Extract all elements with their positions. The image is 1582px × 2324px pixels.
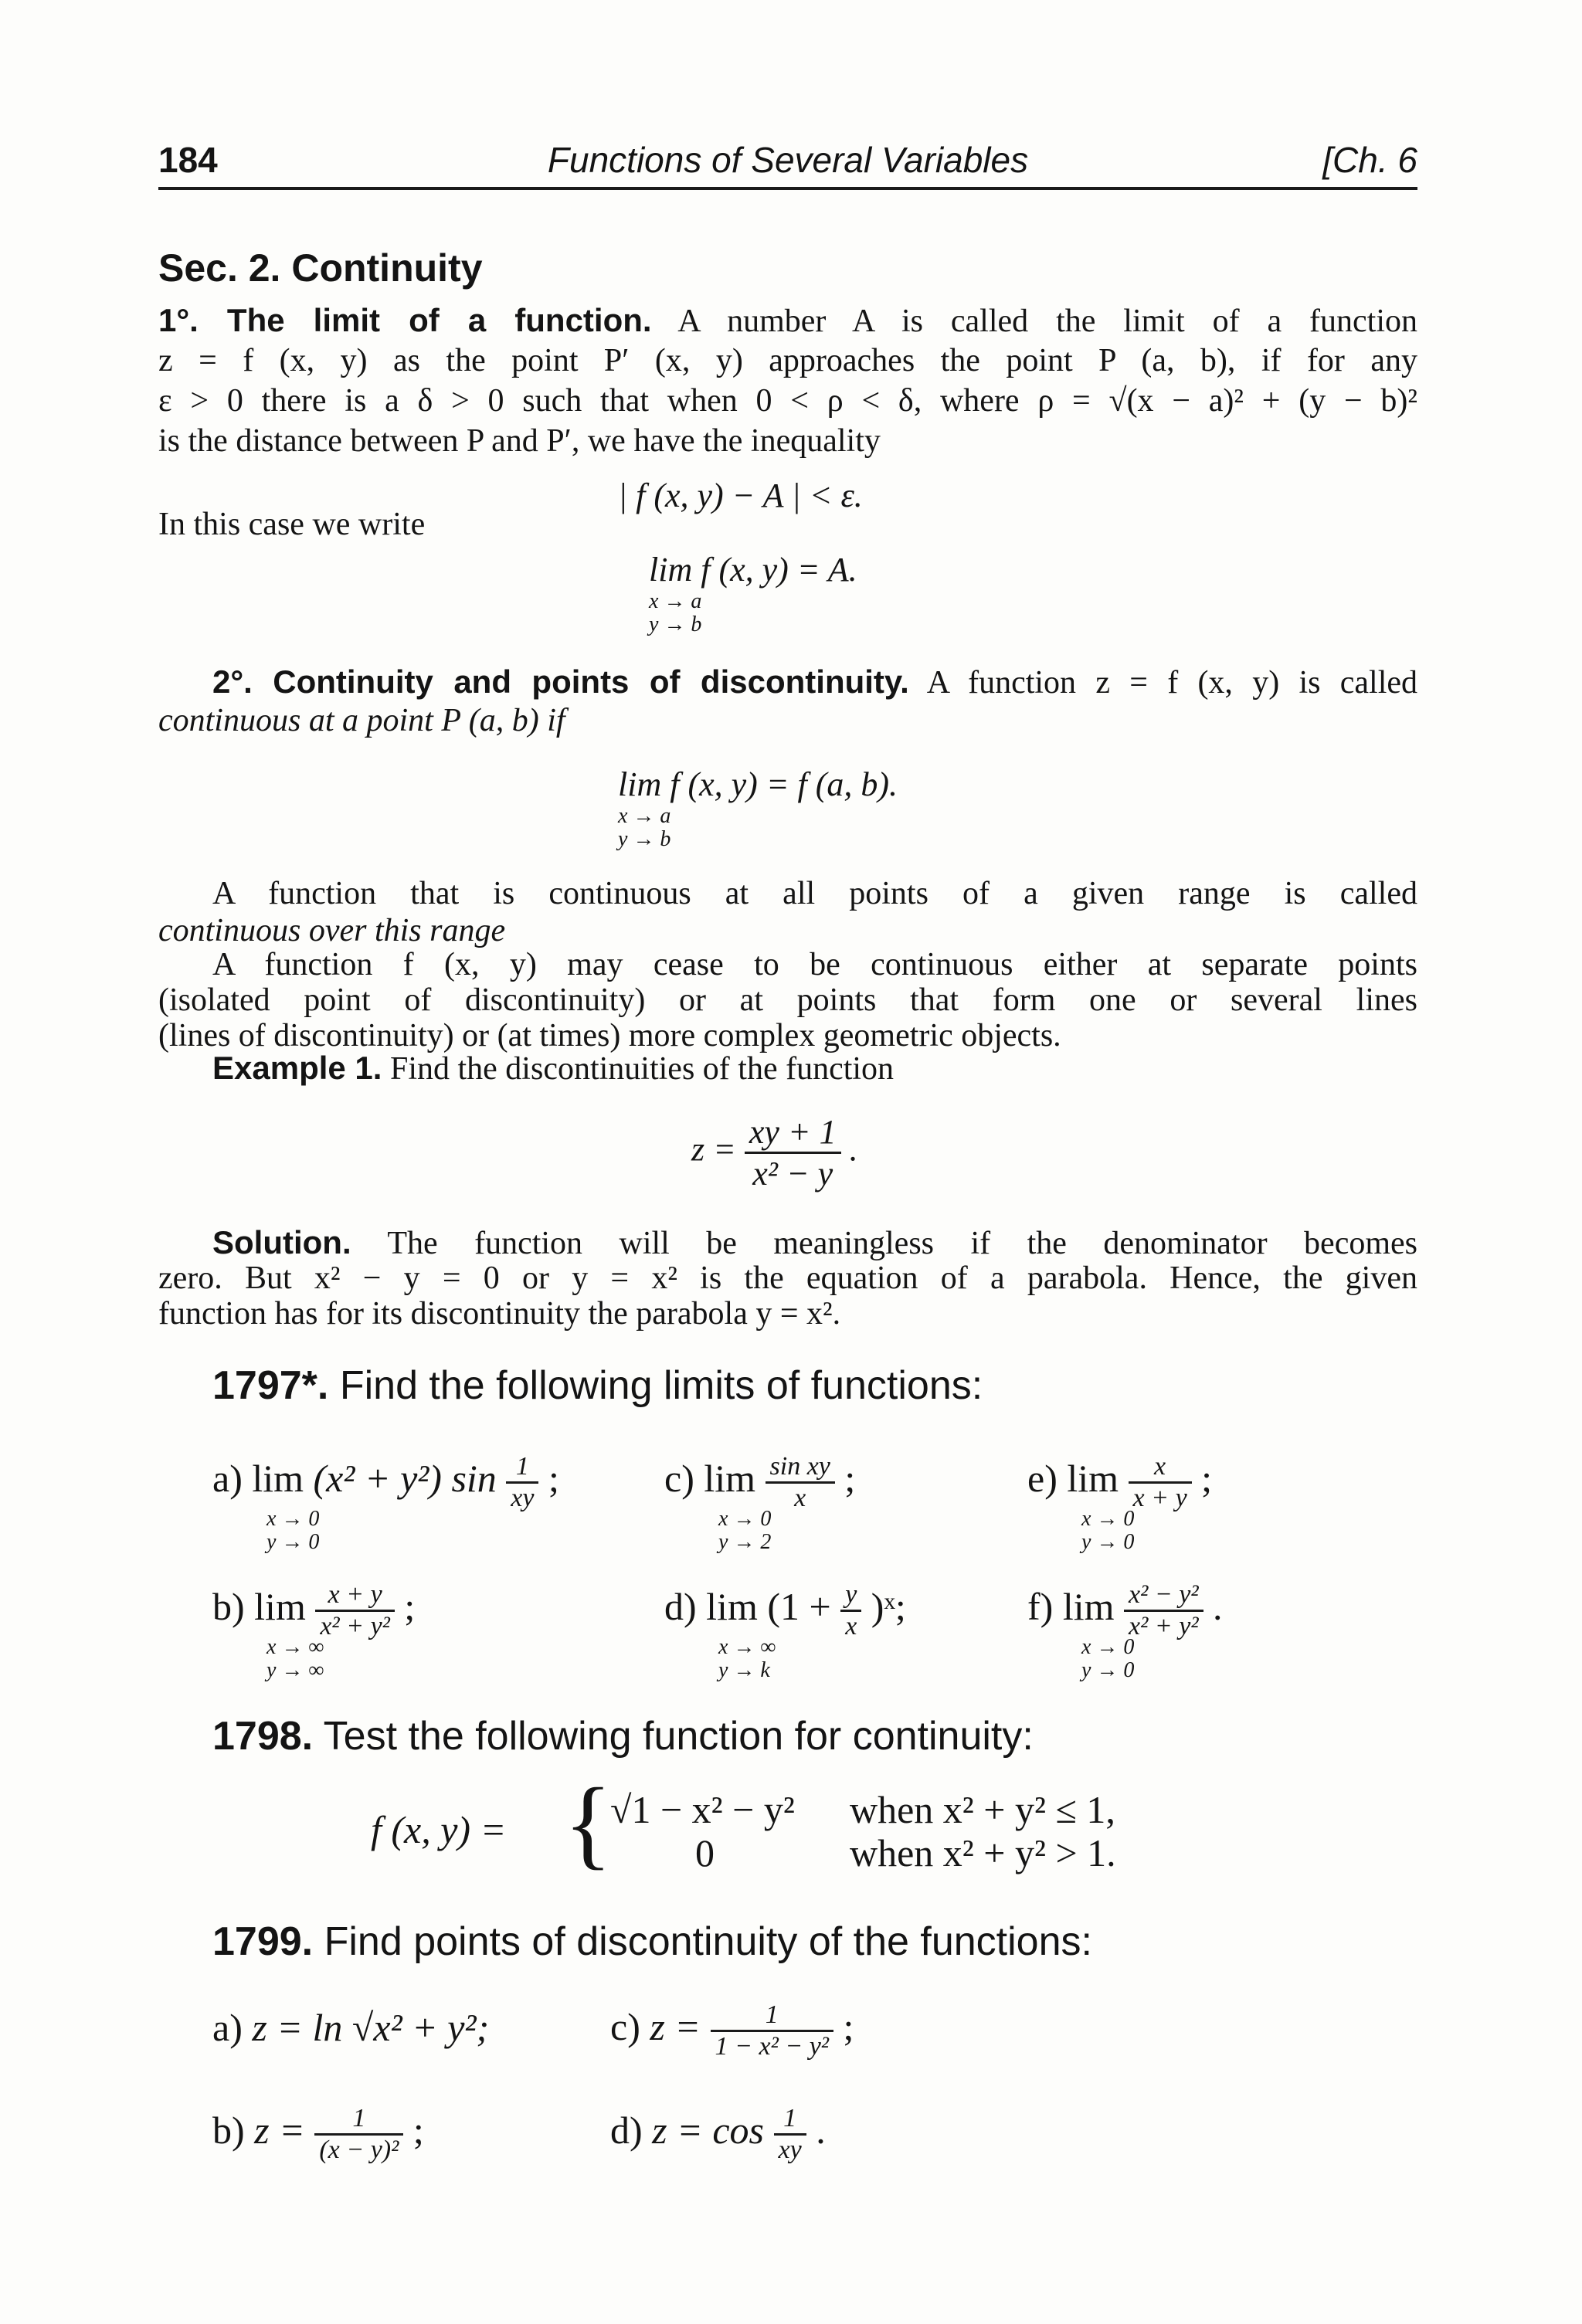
limit-e-label: e) <box>1027 1456 1057 1500</box>
limit-b-den: x² + y² <box>320 1612 390 1640</box>
limit-b-tail: ; <box>404 1584 416 1628</box>
problem-1798-text: Test the following function for continuity: <box>323 1714 1034 1759</box>
limit-d-num: y <box>840 1580 861 1612</box>
disc-b-tail: ; <box>412 2108 424 2152</box>
limit-d-label: d) <box>664 1584 697 1628</box>
disc-d-den: xy <box>778 2136 802 2164</box>
p2-line6: (isolated point of discontinuity) or at points that form one or several lines <box>158 982 1417 1018</box>
limit-d-den: x <box>845 1612 857 1640</box>
limit-e-tail: ; <box>1201 1456 1213 1500</box>
disc-c <box>610 2000 854 2061</box>
limit-b <box>212 1580 415 1641</box>
disc-d-fraction <box>774 2104 806 2165</box>
limit-c-label: c) <box>664 1456 694 1500</box>
limit-d-sub-x: x → ∞ <box>718 1635 776 1659</box>
limit-f-den: x² + y² <box>1129 1612 1199 1640</box>
chapter-label: [Ch. 6 <box>1322 140 1417 180</box>
problem-1797-label: 1797*. <box>212 1363 329 1408</box>
solution-lead: Solution. <box>212 1224 351 1260</box>
piecewise-lhs <box>371 1807 506 1852</box>
limit-e-fraction <box>1129 1452 1192 1513</box>
limit-a-fraction <box>506 1452 538 1513</box>
example-formula <box>691 1112 858 1193</box>
limit-e-num: x <box>1129 1452 1192 1484</box>
disc-c-lhs: z = <box>650 2004 701 2048</box>
solution-line3: function has for its discontinuity the parabola y = x². <box>158 1296 841 1332</box>
limit-a-sub-y: y → 0 <box>266 1530 320 1554</box>
p2-limit-sub-x: x → a <box>618 804 671 828</box>
p1-limit-sub-y: y → b <box>649 612 702 636</box>
disc-b-den: (x − y)² <box>319 2136 399 2164</box>
disc-b-lhs: z = <box>254 2108 305 2152</box>
piecewise-lhs-text: f (x, y) = <box>371 1808 507 1851</box>
example-denominator: x² − y <box>752 1155 833 1193</box>
limit-e-den: x + y <box>1132 1484 1187 1512</box>
p2-line3: A function that is continuous at all points of a given range is called <box>212 876 1417 911</box>
disc-c-den: 1 − x² − y² <box>715 2032 830 2061</box>
limit-c-den: x <box>794 1484 806 1512</box>
piecewise-case2: 0 <box>695 1831 715 1874</box>
disc-a-expr: z = ln √x² + y²; <box>252 2006 490 2049</box>
p2-line1 <box>212 664 1417 701</box>
limit-b-fraction <box>315 1580 395 1641</box>
limit-f-tail: . <box>1213 1584 1223 1628</box>
p1-line1 <box>158 303 1417 339</box>
solution-line2: zero. But x² − y = 0 or y = x² is the equation of a parabola. Hence, the given <box>158 1260 1417 1296</box>
limit-a-expr: (x² + y²) sin <box>313 1456 497 1500</box>
example-lead: Example 1. <box>212 1050 382 1086</box>
header-title: Functions of Several Variables <box>547 140 1029 180</box>
limit-b-sub-x: x → ∞ <box>266 1635 324 1659</box>
disc-c-tail: ; <box>843 2004 854 2048</box>
limit-e-lim: lim <box>1067 1456 1119 1500</box>
piecewise-cond2: when x² + y² > 1. <box>850 1831 1116 1874</box>
p1-write: In this case we write <box>158 507 426 542</box>
limit-e-sub-y: y → 0 <box>1081 1530 1135 1554</box>
limit-b-sub-y: y → ∞ <box>266 1658 324 1682</box>
section-title: Sec. 2. Continuity <box>158 246 483 290</box>
p1-limit: lim f (x, y) = A. <box>649 551 857 589</box>
limit-c-tail: ; <box>844 1456 856 1500</box>
limit-a-den: xy <box>511 1484 535 1512</box>
disc-c-fraction <box>711 2000 833 2061</box>
limit-d-expr: (1 + <box>767 1584 831 1628</box>
p2-limit: lim f (x, y) = f (a, b). <box>618 765 898 803</box>
limit-a-tail: ; <box>548 1456 559 1500</box>
disc-d-lhs: z = cos <box>652 2108 765 2152</box>
disc-d-num: 1 <box>774 2104 806 2136</box>
p2-line2: continuous at a point P (a, b) if <box>158 703 565 738</box>
p2-lead: 2°. Continuity and points of discontinuity. <box>212 663 909 700</box>
problem-1799-text: Find points of discontinuity of the functions: <box>324 1919 1092 1964</box>
p2-line4: continuous over this range <box>158 913 506 948</box>
page-number: 184 <box>158 140 218 180</box>
limit-b-label: b) <box>212 1584 245 1628</box>
problem-1799 <box>212 1919 1092 1965</box>
limit-f-lim: lim <box>1062 1584 1115 1628</box>
p2-line1-text: A function z = f (x, y) is called <box>926 665 1418 701</box>
disc-c-label: c) <box>610 2004 640 2048</box>
limit-f <box>1027 1580 1223 1641</box>
p1-line2: z = f (x, y) as the point P′ (x, y) approaches the point P (a, b), if for any <box>158 343 1417 378</box>
limit-d <box>664 1580 906 1641</box>
p2-line5: A function f (x, y) may cease to be continuous either at separate points <box>212 947 1417 982</box>
solution-line1 <box>212 1225 1417 1261</box>
problem-1798 <box>212 1713 1034 1759</box>
example-numerator: xy + 1 <box>745 1112 841 1154</box>
limit-a <box>212 1452 559 1513</box>
limit-f-label: f) <box>1027 1584 1054 1628</box>
problem-1799-label: 1799. <box>212 1919 314 1964</box>
limit-d-lim: lim <box>706 1584 758 1628</box>
limit-d-tail: )ˣ; <box>871 1584 906 1628</box>
limit-c-lim: lim <box>704 1456 756 1500</box>
disc-d-tail: . <box>816 2108 826 2152</box>
disc-a <box>212 2005 489 2050</box>
example-period: . <box>849 1130 858 1169</box>
disc-a-label: a) <box>212 2006 243 2049</box>
limit-d-fraction <box>840 1580 861 1641</box>
p1-line4: is the distance between P and P′, we have the inequality <box>158 423 881 459</box>
limit-f-num: x² − y² <box>1124 1580 1203 1612</box>
limit-c-num: sin xy <box>766 1452 835 1484</box>
limit-c <box>664 1452 855 1513</box>
limit-f-sub-x: x → 0 <box>1081 1635 1135 1659</box>
p1-lead: 1°. The limit of a function. <box>158 302 652 338</box>
p1-inequality: | f (x, y) − A | < ε. <box>618 477 863 514</box>
disc-d-label: d) <box>610 2108 643 2152</box>
disc-b-num: 1 <box>314 2104 403 2136</box>
limit-c-sub-y: y → 2 <box>718 1530 772 1554</box>
disc-b <box>212 2104 424 2165</box>
problem-1798-label: 1798. <box>212 1714 314 1759</box>
limit-b-num: x + y <box>315 1580 395 1612</box>
piecewise-case1: √1 − x² − y² <box>610 1788 795 1831</box>
p2-line7: (lines of discontinuity) or (at times) more complex geometric objects. <box>158 1018 1061 1053</box>
example-fraction <box>745 1112 841 1193</box>
disc-c-num: 1 <box>711 2000 833 2032</box>
problem-1797-text: Find the following limits of functions: <box>339 1363 983 1408</box>
p1-limit-sub-x: x → a <box>649 589 702 613</box>
disc-d <box>610 2104 826 2165</box>
limit-a-num: 1 <box>506 1452 538 1484</box>
problem-1797 <box>212 1362 983 1409</box>
limit-c-fraction <box>766 1452 835 1513</box>
example-lhs: z = <box>691 1130 736 1169</box>
limit-f-fraction <box>1124 1580 1203 1641</box>
disc-b-fraction <box>314 2104 403 2165</box>
limit-a-sub-x: x → 0 <box>266 1507 320 1531</box>
running-header <box>158 133 1417 190</box>
p2-limit-sub-y: y → b <box>618 827 671 851</box>
limit-b-lim: lim <box>254 1584 306 1628</box>
example-text: Find the discontinuities of the function <box>389 1051 895 1087</box>
piecewise-cond1: when x² + y² ≤ 1, <box>850 1788 1115 1831</box>
limit-c-sub-x: x → 0 <box>718 1507 772 1531</box>
limit-a-lim: lim <box>252 1456 304 1500</box>
piecewise-brace: { <box>564 1768 613 1879</box>
limit-d-sub-y: y → k <box>718 1658 770 1682</box>
p1-line1-text: A number A is called the limit of a function <box>677 304 1417 339</box>
disc-b-label: b) <box>212 2108 245 2152</box>
limit-a-label: a) <box>212 1456 243 1500</box>
limit-f-sub-y: y → 0 <box>1081 1658 1135 1682</box>
p1-line3: ε > 0 there is a δ > 0 such that when 0 < ρ < δ, where ρ = √(x − a)² + (y − b)² <box>158 383 1417 419</box>
limit-e <box>1027 1452 1212 1513</box>
example-1 <box>212 1050 894 1087</box>
limit-e-sub-x: x → 0 <box>1081 1507 1135 1531</box>
solution-line1-text: The function will be meaningless if the denominator becomes <box>387 1226 1417 1261</box>
